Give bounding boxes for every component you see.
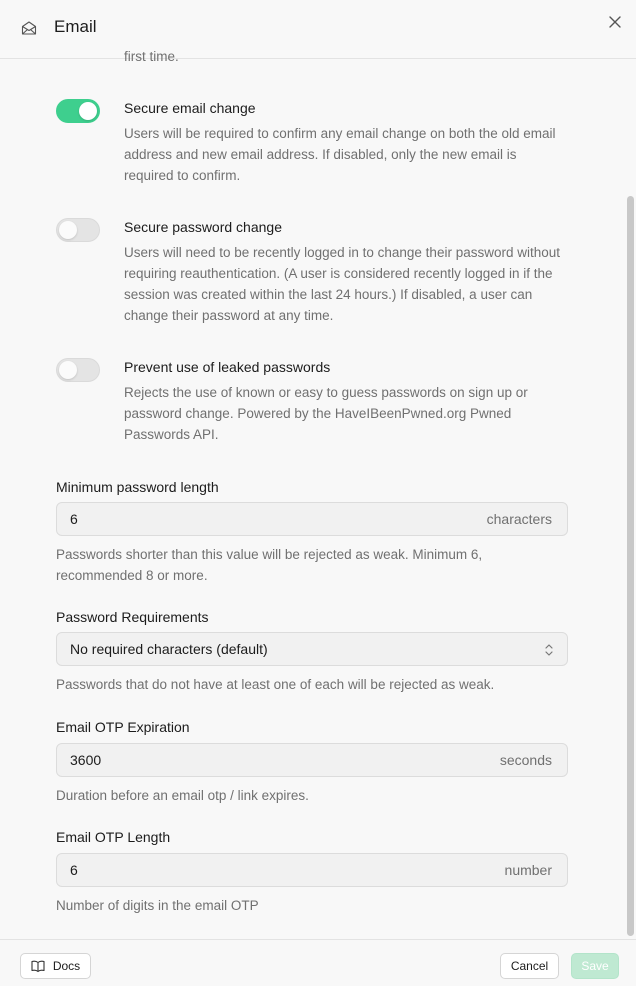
otp-length-helper: Number of digits in the email OTP [56,898,259,913]
otp-expiration-value: 3600 [70,752,102,768]
panel-title: Email [54,17,97,36]
book-icon [31,960,45,972]
prevent-leaked-passwords-label: Prevent use of leaked passwords [124,359,331,375]
clipped-description-text: first time. [124,49,179,64]
prevent-leaked-passwords-description: Rejects the use of known or easy to guess passwords on sign up or password change. Powered by the HaveIBeenPwned.org Pwned Passwords API. [124,385,528,442]
min-password-length-input[interactable] [56,502,568,536]
save-button[interactable]: Save [571,953,619,979]
secure-email-change-toggle[interactable] [56,99,100,123]
toggle-knob [59,361,77,379]
password-requirements-selected: No required characters (default) [70,641,268,657]
otp-expiration-suffix: seconds [499,752,552,768]
otp-length-field [56,828,568,918]
prevent-leaked-passwords-row [56,358,576,448]
panel-header [0,0,636,59]
min-password-length-value: 6 [70,511,78,527]
secure-email-change-label: Secure email change [124,100,256,116]
cancel-button[interactable]: Cancel [500,953,559,979]
toggle-knob [79,102,97,120]
min-password-length-label: Minimum password length [56,479,219,495]
password-requirements-helper: Passwords that do not have at least one of each will be rejected as weak. [56,677,495,692]
password-requirements-field [56,608,568,698]
otp-expiration-label: Email OTP Expiration [56,719,190,735]
docs-button-label: Docs [52,959,81,973]
secure-password-change-label: Secure password change [124,219,282,235]
otp-expiration-helper: Duration before an email otp / link expires. [56,788,309,803]
secure-email-change-row [56,99,576,189]
panel-footer [0,939,636,986]
otp-length-label: Email OTP Length [56,829,171,845]
otp-length-input[interactable] [56,853,568,887]
close-icon[interactable] [607,14,623,30]
secure-password-change-toggle[interactable] [56,218,100,242]
settings-content[interactable] [0,49,636,939]
mail-open-icon [21,20,37,36]
scrollbar-thumb[interactable] [627,196,634,936]
otp-length-value: 6 [70,862,78,878]
min-password-length-suffix: characters [486,511,552,527]
toggle-knob [59,221,77,239]
min-password-length-helper: Passwords shorter than this value will be rejected as weak. Minimum 6, recommended 8 or more. [56,547,483,583]
otp-expiration-input[interactable] [56,743,568,777]
docs-button[interactable] [20,953,91,979]
secure-password-change-description: Users will need to be recently logged in to change their password without requiring reauthentication. (A user is considered recently logged in if the session was created within the last 24 hours.) If disabled, a user can change their password at any time. [124,245,560,323]
otp-length-suffix: number [504,862,552,878]
secure-email-change-description: Users will be required to confirm any email change on both the old email address and new email address. If disabled, only the new email is required to confirm. [124,126,556,183]
password-requirements-label: Password Requirements [56,609,209,625]
secure-password-change-row [56,218,576,328]
prevent-leaked-passwords-toggle[interactable] [56,358,100,382]
password-requirements-select[interactable] [56,632,568,666]
otp-expiration-field [56,718,568,808]
min-password-length-field [56,478,568,588]
chevron-up-down-icon [544,642,554,658]
